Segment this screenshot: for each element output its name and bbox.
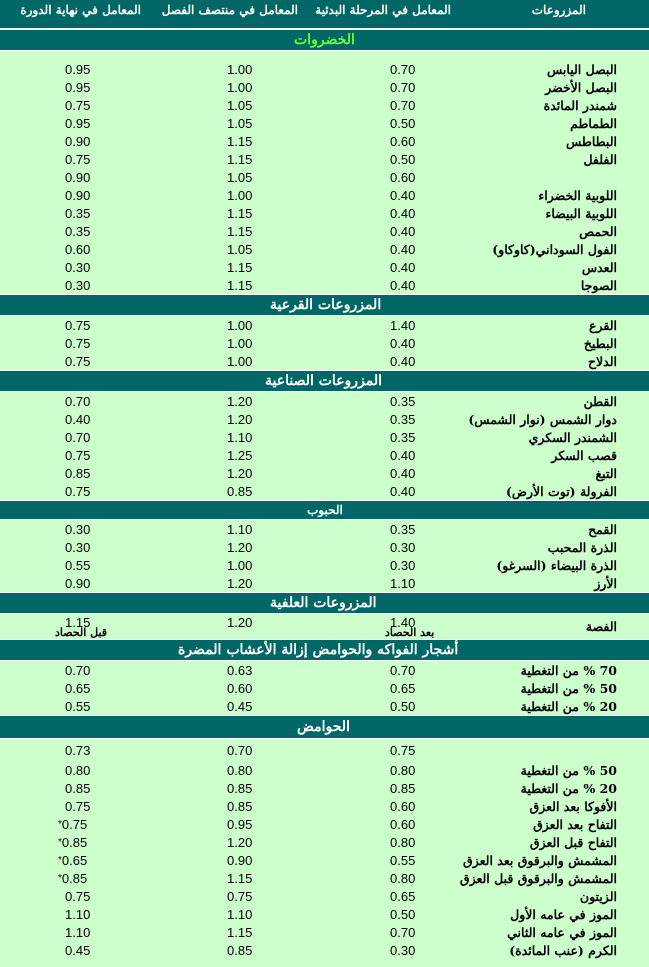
crop-name: الطماطم [570,115,617,131]
table-row [0,410,649,428]
value-text: 0.60 [65,241,91,257]
table-row [0,240,649,258]
mid-season-value: 1.15 [227,151,253,167]
before-harvest-note: قبل الحصاد [55,626,108,639]
crop-name: الحمص [579,223,617,239]
mid-season-value: 1.05 [227,97,253,113]
mid-season-value: 1.15 [227,870,253,886]
crop-name: الأفوكا بعد العزق [529,798,617,814]
table-row [0,661,649,679]
end-cycle-value [65,520,90,538]
end-cycle-value [65,761,90,779]
end-cycle-value [65,352,90,370]
value-text: 1.10 [65,924,91,940]
crop-name: الزيتون [579,888,617,904]
value-text: 0.75 [65,335,91,351]
table-row [0,60,649,78]
crop-name: الصوجا [580,277,617,293]
table-row [0,520,649,538]
crop-name: القرع [589,317,617,333]
mid-season-value: 0.60 [227,680,253,696]
initial-stage-value: 0.60 [390,133,416,149]
value-text: 0.45 [65,942,91,958]
end-cycle-value [65,428,90,446]
section-title: الحبوب [307,503,343,517]
value-text: 0.85 [61,870,88,886]
table-row [0,797,649,815]
end-cycle-value [65,905,90,923]
value-text: 0.70 [65,393,91,409]
initial-stage-value: 0.40 [390,277,416,293]
table-row [0,538,649,556]
end-cycle-value [65,316,90,334]
end-cycle-value [65,132,90,150]
table-row [0,96,649,114]
table-row [0,276,649,294]
end-cycle-value [65,392,90,410]
crop-name: القمح [588,521,617,537]
initial-stage-value: 0.60 [390,816,416,832]
crop-name: الشمندر السكري [528,429,617,445]
mid-season-value: 1.00 [227,61,253,77]
table-row [0,923,649,941]
table-body [0,29,649,959]
crop-name: الموز في عامه الثاني [507,924,617,940]
end-cycle-value [65,334,90,352]
end-cycle-value [65,556,90,574]
crop-name: القطن [583,393,617,409]
table-row [0,392,649,410]
initial-stage-value: 0.35 [390,393,416,409]
table-row [0,887,649,905]
section-header [0,592,649,614]
initial-stage-value: 0.70 [390,79,416,95]
mid-season-value: 0.90 [227,852,253,868]
end-cycle-value [65,739,90,761]
table-row [0,334,649,352]
initial-stage-value: 0.40 [390,483,416,499]
initial-stage-value: 0.30 [390,557,416,573]
table-row [0,78,649,96]
end-cycle-value [58,851,87,869]
spacer-row [0,51,649,60]
crop-name: العدس [581,259,617,275]
end-cycle-value [65,114,90,132]
table-row [0,614,649,639]
value-text: 0.75 [65,97,91,113]
section-title: الحوامض [297,719,350,735]
section-header [0,715,649,739]
end-cycle-value [65,679,90,697]
section-header [0,500,649,520]
crop-name: الذرة المحبب [547,539,617,555]
end-cycle-value [58,833,87,851]
mid-season-value: 0.63 [227,662,253,678]
initial-stage-value: 1.40 [390,615,416,630]
end-cycle-value [65,222,90,240]
crop-name: المشمش والبرقوق بعد العزق [463,852,617,868]
table-row [0,168,649,186]
initial-stage-value: 0.50 [390,906,416,922]
initial-stage-value: 0.55 [390,852,416,868]
value-text: 0.75 [65,151,91,167]
value-text: 0.85 [65,465,91,481]
initial-stage-value: 0.50 [390,115,416,131]
crop-name: 50 % من التغطية [520,680,617,696]
crop-name: الأرز [594,575,617,591]
mid-season-value: 1.15 [227,205,253,221]
mid-season-value: 1.15 [227,133,253,149]
mid-season-value: 1.00 [227,557,253,573]
initial-stage-value: 1.40 [390,317,416,333]
crop-name: 70 % من التغطية [520,662,617,678]
table-row [0,761,649,779]
crop-name: التفاح قبل العزق [529,834,617,850]
section-title: المزروعات الصناعية [265,373,383,389]
mid-season-value: 1.15 [227,924,253,940]
value-text: 0.95 [65,115,91,131]
table-row [0,739,649,761]
crop-name: اللوبية البيضاء [545,205,617,221]
header-initial-stage: المعامل في المرحلة البدئية [315,3,451,17]
initial-stage-value: 0.40 [390,447,416,463]
value-text: 0.65 [65,680,91,696]
mid-season-value: 1.25 [227,447,253,463]
table-row [0,556,649,574]
value-text: 0.95 [65,79,91,95]
section-title: أشجار الفواكه والحوامض إزالة الأعشاب المضرة [178,642,459,658]
initial-stage-value: 0.65 [390,680,416,696]
initial-stage-value: 0.80 [390,834,416,850]
mid-season-value: 1.20 [227,411,253,427]
table-row [0,186,649,204]
initial-stage-value: 0.35 [390,411,416,427]
end-cycle-value [65,78,90,96]
table-row [0,132,649,150]
value-text: 0.55 [65,698,91,714]
footnote-marker: * [58,836,62,848]
initial-stage-value: 0.70 [390,61,416,77]
mid-season-value: 1.00 [227,79,253,95]
initial-stage-value: 0.60 [390,798,416,814]
table-row [0,679,649,697]
crop-name: التفاح بعد العزق [533,816,617,832]
mid-season-value: 1.00 [227,353,253,369]
value-text: 0.35 [65,205,91,221]
value-text: 0.55 [65,557,91,573]
table-row [0,258,649,276]
end-cycle-value [65,941,90,959]
end-cycle-value [65,276,90,294]
footnote-marker: * [58,818,62,830]
value-text: 0.75 [65,888,91,904]
crop-name: الدلاح [587,353,617,369]
header-crops: المزروعات [531,3,586,17]
initial-stage-value: 0.40 [390,223,416,239]
table-row [0,482,649,500]
end-cycle-value [58,815,87,833]
crop-name: قصب السكر [551,447,617,463]
mid-season-value: 1.05 [227,115,253,131]
end-cycle-value [65,258,90,276]
end-cycle-value [65,410,90,428]
value-text: 1.15 [65,615,91,630]
initial-stage-value: 0.70 [390,924,416,940]
value-text: 0.90 [65,187,91,203]
table-row [0,851,649,869]
crop-name: 20 % من التغطية [520,698,617,714]
initial-stage-value: 0.40 [390,353,416,369]
header-end-cycle: المعامل في نهاية الدورة [20,3,141,17]
initial-stage-value: 0.50 [390,698,416,714]
mid-season-value: 1.00 [227,187,253,203]
value-text: 0.75 [65,317,91,333]
mid-season-value: 1.05 [227,241,253,257]
mid-season-value: 0.85 [227,780,253,796]
end-cycle-value [65,240,90,258]
initial-stage-value: 0.40 [390,259,416,275]
crop-name: الفول السوداني(كاوكاو) [492,241,617,257]
value-text: 0.75 [61,816,88,832]
section-header [0,294,649,316]
crop-name: اللوبية الخضراء [538,187,617,203]
value-text: 0.70 [65,662,91,678]
initial-stage-value: 0.50 [390,151,416,167]
mid-season-value: 0.95 [227,816,253,832]
value-text: 0.30 [65,539,91,555]
value-text: 0.95 [65,61,91,77]
end-cycle-value [65,204,90,222]
initial-stage-value: 0.35 [390,521,416,537]
table-row [0,779,649,797]
crop-name: الفرولة (توت الأرض) [505,483,617,499]
value-text: 1.10 [65,906,91,922]
value-text: 0.85 [65,780,91,796]
end-cycle-value [65,697,90,715]
table-row [0,905,649,923]
mid-season-value: 0.70 [227,742,253,758]
crop-name: الموز في عامه الأول [510,906,617,922]
crop-name: البصل اليابس [547,61,617,77]
initial-stage-value: 0.80 [390,762,416,778]
mid-season-value: 0.85 [227,483,253,499]
initial-stage-value: 0.40 [390,187,416,203]
table-row [0,815,649,833]
value-text: 0.73 [65,742,91,758]
value-text: 0.90 [65,133,91,149]
initial-stage-value: 0.65 [390,888,416,904]
value-text: 0.30 [65,521,91,537]
crop-name: البطاطس [565,133,617,149]
initial-stage-value: 0.30 [390,539,416,555]
value-text: 0.65 [61,852,88,868]
crop-name: الذرة البيضاء (السرغو) [496,557,617,573]
section-title: الخضروات [294,32,355,48]
table-row [0,204,649,222]
end-cycle-value [65,779,90,797]
after-harvest-note: بعد الحصاد [385,626,435,639]
value-text: 0.75 [65,447,91,463]
section-title: المزروعات القرعية [270,297,382,313]
crop-name: المشمش والبرقوق قبل العزق [459,870,617,886]
end-cycle-value [65,186,90,204]
mid-season-value: 1.15 [227,259,253,275]
end-cycle-value [65,168,90,186]
end-cycle-value [58,869,87,887]
end-cycle-value [65,482,90,500]
end-cycle-value [65,446,90,464]
initial-stage-value: 0.40 [390,465,416,481]
table-row [0,697,649,715]
crop-name: شمندر المائدة [543,97,617,113]
end-cycle-value [65,661,90,679]
mid-season-value: 1.20 [227,539,253,555]
mid-season-value: 0.80 [227,762,253,778]
initial-stage-value: 0.70 [390,662,416,678]
value-text: 0.30 [65,259,91,275]
mid-season-value: 1.00 [227,335,253,351]
mid-season-value: 0.85 [227,798,253,814]
mid-season-value: 1.20 [227,615,253,630]
value-text: 0.90 [65,575,91,591]
end-cycle-value [65,574,90,592]
value-text: 0.40 [65,411,91,427]
mid-season-value: 1.10 [227,429,253,445]
mid-season-value: 0.85 [227,942,253,958]
value-text: 0.85 [61,834,88,850]
value-text: 0.30 [65,277,91,293]
section-header [0,29,649,51]
table-row [0,150,649,168]
value-text: 0.70 [65,429,91,445]
initial-stage-value: 0.80 [390,870,416,886]
initial-stage-value: 1.10 [390,575,416,591]
initial-stage-value: 0.60 [390,169,416,185]
crop-name: الكرم (عنب المائدة) [509,942,617,958]
end-cycle-value [65,887,90,905]
mid-season-value: 1.20 [227,465,253,481]
initial-stage-value: 0.75 [390,742,416,758]
mid-season-value: 1.20 [227,393,253,409]
table-header [0,0,649,29]
header-mid-season: المعامل في منتصف الفصل [161,3,298,17]
value-text: 0.75 [65,798,91,814]
end-cycle-value [65,464,90,482]
mid-season-value: 1.15 [227,277,253,293]
table-row [0,833,649,851]
value-text: 0.90 [65,169,91,185]
footnote-marker: * [58,854,62,866]
section-header [0,639,649,661]
end-cycle-value [65,60,90,78]
crop-name: 20 % من التغطية [520,780,617,796]
table-row [0,869,649,887]
end-cycle-value [65,96,90,114]
initial-stage-value: 0.85 [390,780,416,796]
crop-name: البصل الأخضر [545,79,617,95]
table-row [0,114,649,132]
crop-name: الفصة [585,619,617,634]
crop-name: دوار الشمس (نوار الشمس) [468,411,617,427]
end-cycle-value [65,797,90,815]
mid-season-value: 1.20 [227,834,253,850]
table-row [0,222,649,240]
initial-stage-value: 0.30 [390,942,416,958]
end-cycle-value [65,538,90,556]
end-cycle-value [65,150,90,168]
value-text: 0.80 [65,762,91,778]
mid-season-value: 1.05 [227,169,253,185]
crop-name: التبغ [595,465,617,481]
initial-stage-value: 0.35 [390,429,416,445]
mid-season-value: 1.10 [227,906,253,922]
footnote-marker: * [58,872,62,884]
crop-name: 50 % من التغطية [520,762,617,778]
mid-season-value: 1.00 [227,317,253,333]
table-row [0,464,649,482]
section-title: المزروعات العلفية [270,595,377,611]
initial-stage-value: 0.40 [390,205,416,221]
value-text: 0.35 [65,223,91,239]
end-cycle-value [65,923,90,941]
mid-season-value: 1.10 [227,521,253,537]
table-row [0,428,649,446]
initial-stage-value: 0.70 [390,97,416,113]
initial-stage-value: 0.40 [390,335,416,351]
value-text: 0.75 [65,353,91,369]
mid-season-value: 1.15 [227,223,253,239]
crop-name: البطيخ [583,335,617,351]
table-row [0,574,649,592]
initial-stage-value: 0.40 [390,241,416,257]
crop-name: الفلفل [583,151,617,167]
mid-season-value: 0.45 [227,698,253,714]
table-row [0,352,649,370]
section-header [0,370,649,392]
table-row [0,316,649,334]
value-text: 0.75 [65,483,91,499]
table-row [0,446,649,464]
table-row [0,941,649,959]
mid-season-value: 0.75 [227,888,253,904]
mid-season-value: 1.20 [227,575,253,591]
